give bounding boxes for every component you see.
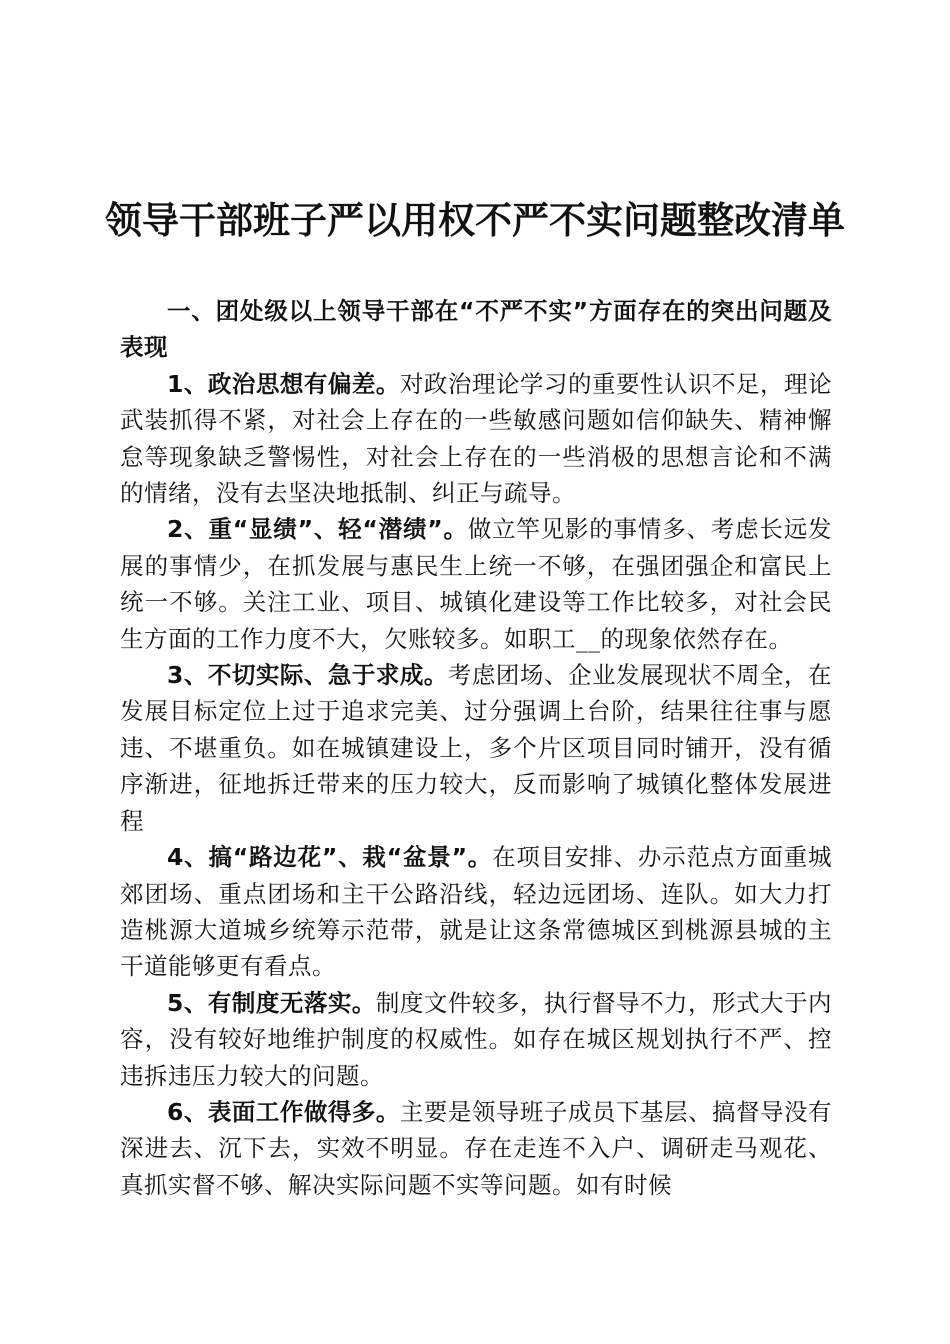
list-item xyxy=(120,1094,832,1203)
item-lead: 6、表面工作做得多。 xyxy=(167,1097,400,1126)
item-lead: 2、重“显绩”、轻“潜绩”。 xyxy=(167,515,468,544)
section-heading: 一、团处级以上领导干部在“不严不实”方面存在的突出问题及表现 xyxy=(120,297,832,362)
item-text: 考虑团场、企业发展现状不周全，在发展目标定位上过于追求完美、过分强调上台阶，结果往往事与愿违、不堪重负。如在城镇建设上，多个片区项目同时铺开，没有循序渐进，征地拆迁带来的压力较大，反而影响了城镇化整体发展进程 xyxy=(120,661,832,835)
item-text: 主要是领导班子成员下基层、搞督导没有深进去、沉下去，实效不明显。存在走连不入户、调研走马观花、真抓实督不够、解决实际问题不实等问题。如有时候 xyxy=(120,1097,832,1199)
item-lead: 5、有制度无落实。 xyxy=(167,988,376,1017)
list-item xyxy=(120,839,832,985)
item-lead: 4、搞“路边花”、栽“盆景”。 xyxy=(167,843,493,872)
list-item xyxy=(120,366,832,512)
list-item xyxy=(120,657,832,839)
item-lead: 3、不切实际、急于求成。 xyxy=(167,661,448,690)
item-text: 制度文件较多，执行督导不力，形式大于内容，没有较好地维护制度的权威性。如存在城区规划执行不严、控违拆违压力较大的问题。 xyxy=(120,988,832,1090)
item-text: 做立竿见影的事情多、考虑长远发展的事情少，在抓发展与惠民生上统一不够，在强团强企和富民上统一不够。关注工业、项目、城镇化建设等工作比较多，对社会民生方面的工作力度不大，欠账较多。如职工__的现象依然存在。 xyxy=(120,515,832,653)
document-title: 领导干部班子严以用权不严不实问题整改清单 xyxy=(105,198,845,242)
item-text: 对政治理论学习的重要性认识不足，理论武装抓得不紧，对社会上存在的一些敏感问题如信仰缺失、精神懈怠等现象缺乏警惕性，对社会上存在的一些消极的思想言论和不满的情绪，没有去坚决地抵制、纠正与疏导。 xyxy=(120,369,832,508)
document-body xyxy=(120,293,832,1203)
item-text: 在项目安排、办示范点方面重城郊团场、重点团场和主干公路沿线，轻边远团场、连队。如大力打造桃源大道城乡统筹示范带，就是让这条常德城区到桃源县城的主干道能够更有看点。 xyxy=(120,843,832,981)
item-lead: 1、政治思想有偏差。 xyxy=(167,369,400,398)
list-item xyxy=(120,511,832,657)
list-item xyxy=(120,985,832,1094)
